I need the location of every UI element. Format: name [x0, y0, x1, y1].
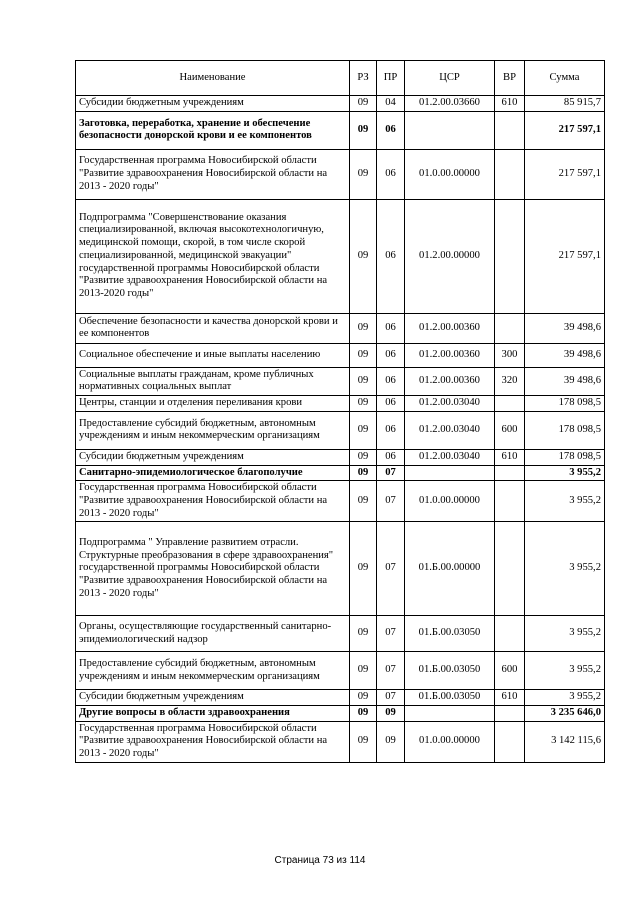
name-cell: Другие вопросы в области здравоохранения	[76, 706, 350, 722]
vr-cell: 610	[495, 449, 525, 465]
sum-cell: 217 597,1	[525, 149, 605, 199]
sum-cell: 3 955,2	[525, 652, 605, 690]
sum-cell: 3 235 646,0	[525, 706, 605, 722]
rz-cell: 09	[350, 96, 377, 112]
csr-cell	[405, 465, 495, 481]
vr-cell: 300	[495, 343, 525, 367]
csr-cell: 01.Б.00.03050	[405, 690, 495, 706]
table-row	[76, 721, 605, 762]
vr-cell	[495, 465, 525, 481]
rz-cell: 09	[350, 522, 377, 616]
rz-cell: 09	[350, 706, 377, 722]
sum-cell: 3 955,2	[525, 481, 605, 522]
rz-cell: 09	[350, 367, 377, 395]
vr-cell	[495, 481, 525, 522]
table-row	[76, 616, 605, 652]
table-row	[76, 481, 605, 522]
sum-cell: 3 142 115,6	[525, 721, 605, 762]
sum-cell: 39 498,6	[525, 343, 605, 367]
pr-cell: 06	[377, 396, 405, 412]
csr-cell: 01.0.00.00000	[405, 481, 495, 522]
vr-cell: 610	[495, 96, 525, 112]
pr-cell: 04	[377, 96, 405, 112]
vr-cell	[495, 396, 525, 412]
name-cell: Заготовка, переработка, хранение и обеспечение безопасности донорской крови и ее компонентов	[76, 111, 350, 149]
pr-cell: 07	[377, 481, 405, 522]
table-row	[76, 706, 605, 722]
pr-cell: 06	[377, 367, 405, 395]
header-csr: ЦСР	[405, 61, 495, 96]
csr-cell: 01.2.00.00000	[405, 199, 495, 313]
rz-cell: 09	[350, 449, 377, 465]
rz-cell: 09	[350, 465, 377, 481]
csr-cell: 01.Б.00.03050	[405, 652, 495, 690]
pr-cell: 09	[377, 721, 405, 762]
table-row	[76, 343, 605, 367]
rz-cell: 09	[350, 721, 377, 762]
name-cell: Субсидии бюджетным учреждениям	[76, 449, 350, 465]
rz-cell: 09	[350, 111, 377, 149]
csr-cell: 01.Б.00.00000	[405, 522, 495, 616]
vr-cell	[495, 721, 525, 762]
table-row	[76, 199, 605, 313]
pr-cell: 06	[377, 111, 405, 149]
table-header-row	[76, 61, 605, 96]
csr-cell: 01.Б.00.03050	[405, 616, 495, 652]
pr-cell: 07	[377, 616, 405, 652]
name-cell: Предоставление субсидий бюджетным, автономным учреждениям и иным некоммерческим организациям	[76, 411, 350, 449]
sum-cell: 39 498,6	[525, 367, 605, 395]
sum-cell: 3 955,2	[525, 522, 605, 616]
header-rz: РЗ	[350, 61, 377, 96]
vr-cell: 600	[495, 411, 525, 449]
rz-cell: 09	[350, 199, 377, 313]
pr-cell: 06	[377, 313, 405, 343]
vr-cell	[495, 313, 525, 343]
sum-cell: 85 915,7	[525, 96, 605, 112]
table-row	[76, 465, 605, 481]
table-row	[76, 411, 605, 449]
pr-cell: 07	[377, 465, 405, 481]
rz-cell: 09	[350, 616, 377, 652]
header-vr: ВР	[495, 61, 525, 96]
name-cell: Социальные выплаты гражданам, кроме публичных нормативных социальных выплат	[76, 367, 350, 395]
sum-cell: 3 955,2	[525, 690, 605, 706]
header-pr: ПР	[377, 61, 405, 96]
csr-cell: 01.2.00.03040	[405, 449, 495, 465]
csr-cell: 01.2.00.03040	[405, 396, 495, 412]
vr-cell	[495, 616, 525, 652]
table-row	[76, 449, 605, 465]
name-cell: Государственная программа Новосибирской области "Развитие здравоохранения Новосибирской области на 2013 - 2020 годы"	[76, 149, 350, 199]
vr-cell: 610	[495, 690, 525, 706]
rz-cell: 09	[350, 396, 377, 412]
pr-cell: 07	[377, 652, 405, 690]
table-row	[76, 149, 605, 199]
name-cell: Центры, станции и отделения переливания крови	[76, 396, 350, 412]
pr-cell: 06	[377, 449, 405, 465]
header-name: Наименование	[76, 61, 350, 96]
rz-cell: 09	[350, 690, 377, 706]
rz-cell: 09	[350, 652, 377, 690]
name-cell: Подпрограмма " Управление развитием отрасли. Структурные преобразования в сфере здравоохранения" государственной программы Новосибирской области "Развитие здравоохранения Новосибирской области на 2013 - 2020 годы"	[76, 522, 350, 616]
vr-cell: 320	[495, 367, 525, 395]
table-row	[76, 96, 605, 112]
csr-cell: 01.2.00.03040	[405, 411, 495, 449]
table-row	[76, 111, 605, 149]
name-cell: Субсидии бюджетным учреждениям	[76, 96, 350, 112]
sum-cell: 3 955,2	[525, 616, 605, 652]
name-cell: Социальное обеспечение и иные выплаты населению	[76, 343, 350, 367]
rz-cell: 09	[350, 343, 377, 367]
page-number: Страница 73 из 114	[274, 855, 366, 866]
pr-cell: 06	[377, 343, 405, 367]
vr-cell	[495, 199, 525, 313]
vr-cell: 600	[495, 652, 525, 690]
rz-cell: 09	[350, 481, 377, 522]
pr-cell: 09	[377, 706, 405, 722]
sum-cell: 217 597,1	[525, 199, 605, 313]
csr-cell: 01.0.00.00000	[405, 149, 495, 199]
name-cell: Государственная программа Новосибирской области "Развитие здравоохранения Новосибирской области на 2013 - 2020 годы"	[76, 481, 350, 522]
name-cell: Предоставление субсидий бюджетным, автономным учреждениям и иным некоммерческим организациям	[76, 652, 350, 690]
csr-cell: 01.2.00.03660	[405, 96, 495, 112]
name-cell: Органы, осуществляющие государственный санитарно-эпидемиологический надзор	[76, 616, 350, 652]
csr-cell: 01.2.00.00360	[405, 343, 495, 367]
table-row	[76, 690, 605, 706]
pr-cell: 06	[377, 149, 405, 199]
name-cell: Санитарно-эпидемиологическое благополучие	[76, 465, 350, 481]
pr-cell: 06	[377, 199, 405, 313]
table-row	[76, 652, 605, 690]
sum-cell: 178 098,5	[525, 396, 605, 412]
pr-cell: 07	[377, 522, 405, 616]
table-row	[76, 396, 605, 412]
rz-cell: 09	[350, 313, 377, 343]
sum-cell: 217 597,1	[525, 111, 605, 149]
sum-cell: 178 098,5	[525, 411, 605, 449]
table-row	[76, 367, 605, 395]
rz-cell: 09	[350, 149, 377, 199]
name-cell: Государственная программа Новосибирской области "Развитие здравоохранения Новосибирской области на 2013 - 2020 годы"	[76, 721, 350, 762]
table-row	[76, 522, 605, 616]
vr-cell	[495, 706, 525, 722]
rz-cell: 09	[350, 411, 377, 449]
sum-cell: 178 098,5	[525, 449, 605, 465]
vr-cell	[495, 522, 525, 616]
csr-cell: 01.2.00.00360	[405, 367, 495, 395]
name-cell: Субсидии бюджетным учреждениям	[76, 690, 350, 706]
name-cell: Обеспечение безопасности и качества донорской крови и ее компонентов	[76, 313, 350, 343]
vr-cell	[495, 111, 525, 149]
name-cell: Подпрограмма "Совершенствование оказания специализированной, включая высокотехнологичную, медицинской помощи, скорой, в том числе скорой специализированной, медицинской эвакуации" государственной программы Новосибирской области "Развитие здравоохранения Новосибирской области на 2013-2020 годы"	[76, 199, 350, 313]
csr-cell: 01.2.00.00360	[405, 313, 495, 343]
csr-cell: 01.0.00.00000	[405, 721, 495, 762]
csr-cell	[405, 706, 495, 722]
pr-cell: 07	[377, 690, 405, 706]
pr-cell: 06	[377, 411, 405, 449]
sum-cell: 3 955,2	[525, 465, 605, 481]
table-row	[76, 313, 605, 343]
budget-table	[75, 60, 605, 763]
csr-cell	[405, 111, 495, 149]
vr-cell	[495, 149, 525, 199]
sum-cell: 39 498,6	[525, 313, 605, 343]
header-sum: Сумма	[525, 61, 605, 96]
